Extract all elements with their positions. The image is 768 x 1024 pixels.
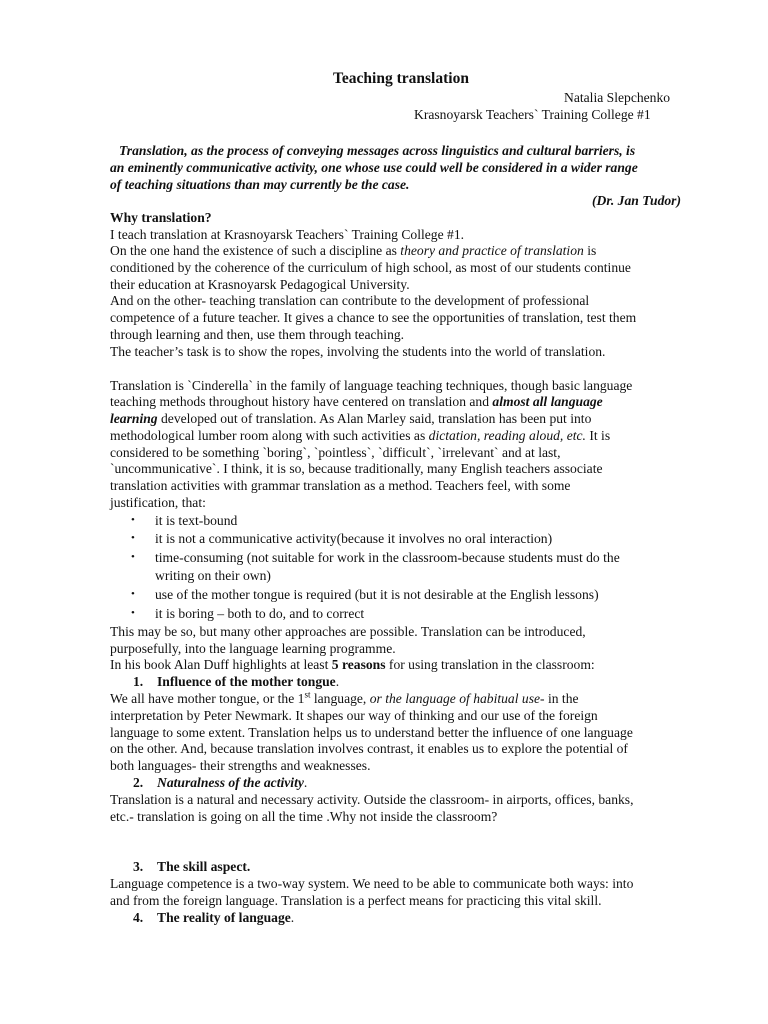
paragraph-line: Language competence is a two-way system. We need to be able to communicate both ways: into: [110, 876, 634, 891]
emphasis-text: dictation, reading aloud, etc.: [428, 428, 586, 443]
section-heading: Why translation?: [110, 210, 212, 225]
reason-suffix: .: [290, 910, 295, 925]
paragraph-line: purposefully, into the language learning programme.: [110, 641, 396, 656]
bullet-icon: •: [131, 551, 135, 563]
author-name: Natalia Slepchenko: [564, 90, 671, 105]
text-run: It is: [585, 428, 611, 443]
paragraph-line: and from the foreign language. Translation is a perfect means for practicing this vital skill.: [110, 893, 602, 908]
paragraph-line: on the other. And, because translation involves contrast, it enables us to explore the potential of: [110, 741, 628, 756]
list-number: 1.: [133, 674, 144, 689]
reason-heading: [157, 774, 307, 791]
paragraph-line: `uncommunicative`. I think, it is so, because traditionally, many English teachers associate: [110, 461, 603, 476]
reason-title: The reality of language: [157, 910, 291, 925]
paragraph-line: competence of a future teacher. It gives a chance to see the opportunities of translation, test them: [110, 310, 637, 325]
epigraph-line: an eminently communicative activity, one whose use could well be considered in a wider range: [110, 160, 638, 175]
paragraph-line: I teach translation at Krasnoyarsk Teachers` Training College #1.: [110, 227, 465, 242]
list-item: use of the mother tongue is required (but it is not desirable at the English lessons): [155, 587, 599, 602]
paragraph-line: translation activities with grammar translation as a method. Teachers feel, with some: [110, 478, 571, 493]
superscript: st: [304, 689, 311, 700]
paragraph-line: their education at Krasnoyarsk Pedagogical University.: [110, 277, 410, 292]
paragraph-line: language to some extent. Translation helps us to understand better the influence of one language: [110, 725, 633, 740]
list-item: it is not a communicative activity(because it involves no oral interaction): [155, 531, 553, 546]
paragraph-line: [110, 393, 603, 410]
emphasis-text: theory and practice of translation: [400, 243, 584, 258]
paragraph-line: The teacher’s task is to show the ropes, involving the students into the world of translation.: [110, 344, 606, 359]
list-number: 3.: [133, 859, 144, 874]
author-affiliation: Krasnoyarsk Teachers` Training College #1: [414, 107, 651, 122]
list-number: 4.: [133, 910, 144, 925]
bullet-icon: •: [131, 607, 135, 619]
text-run: is: [583, 243, 597, 258]
reason-title: Influence of the mother tongue: [157, 674, 336, 689]
paragraph-line: justification, that:: [110, 495, 206, 510]
list-number: 2.: [133, 775, 144, 790]
paragraph-line: through learning and then, use them through teaching.: [110, 327, 405, 342]
text-run: We all have mother tongue, or the 1: [110, 691, 305, 706]
reason-heading: [157, 858, 250, 875]
reason-suffix: .: [303, 775, 308, 790]
emphasis-text: or the language of habitual use-: [369, 691, 545, 706]
text-run: methodological lumber room along with such activities as: [110, 428, 429, 443]
text-run: In his book Alan Duff highlights at least: [110, 657, 332, 672]
emphasis-text: 5 reasons: [331, 657, 386, 672]
paragraph-line: [110, 242, 596, 259]
paragraph-line: This may be so, but many other approaches are possible. Translation can be introduced,: [110, 624, 586, 639]
paragraph-line: And on the other- teaching translation can contribute to the development of professional: [110, 293, 590, 308]
epigraph-line: Translation, as the process of conveying messages across linguistics and cultural barriers, is: [119, 143, 636, 158]
bullet-icon: •: [131, 532, 135, 544]
paragraph-line: [110, 427, 610, 444]
text-run: for using translation in the classroom:: [385, 657, 595, 672]
epigraph-line: of teaching situations than may currently be the case.: [110, 177, 410, 192]
paragraph-line: Translation is a natural and necessary activity. Outside the classroom- in airports, offices, banks,: [110, 792, 634, 807]
list-item: it is boring – both to do, and to correct: [155, 606, 365, 621]
paragraph-line: both languages- their strengths and weaknesses.: [110, 758, 371, 773]
reason-title: The skill aspect.: [157, 859, 251, 874]
paragraph-line: [110, 410, 591, 427]
reason-suffix: .: [335, 674, 340, 689]
list-item: it is text-bound: [155, 513, 238, 528]
emphasis-text: almost all language: [492, 394, 603, 409]
paragraph-line: etc.- translation is going on all the time .Why not inside the classroom?: [110, 809, 498, 824]
reason-heading: [157, 673, 339, 690]
reason-title: Naturalness of the activity: [157, 775, 304, 790]
paragraph-line: Translation is `Cinderella` in the family of language teaching techniques, though basic language: [110, 378, 633, 393]
paragraph-line: interpretation by Peter Newmark. It shapes our way of thinking and our use of the foreign: [110, 708, 598, 723]
text-run: developed out of translation. As Alan Marley said, translation has been put into: [157, 411, 592, 426]
bullet-icon: •: [131, 514, 135, 526]
paragraph-line: conditioned by the coherence of the curriculum of high school, as most of our students continue: [110, 260, 631, 275]
emphasis-text: learning: [110, 411, 158, 426]
text-run: teaching methods throughout history have centered on translation and: [110, 394, 493, 409]
reason-heading: [157, 909, 294, 926]
document-title: Teaching translation: [333, 70, 469, 87]
paragraph-line: considered to be something `boring`, `pointless`, `difficult`, `irrelevant` and at last,: [110, 445, 561, 460]
paragraph-line: [110, 656, 595, 673]
text-run: language,: [310, 691, 370, 706]
list-item: time-consuming (not suitable for work in the classroom-because students must do the: [155, 550, 620, 565]
paragraph-line: [110, 690, 579, 707]
text-run: in the: [544, 691, 579, 706]
epigraph-attribution: (Dr. Jan Tudor): [592, 193, 682, 208]
bullet-icon: •: [131, 588, 135, 600]
list-item-continuation: writing on their own): [155, 568, 271, 583]
text-run: On the one hand the existence of such a discipline as: [110, 243, 401, 258]
